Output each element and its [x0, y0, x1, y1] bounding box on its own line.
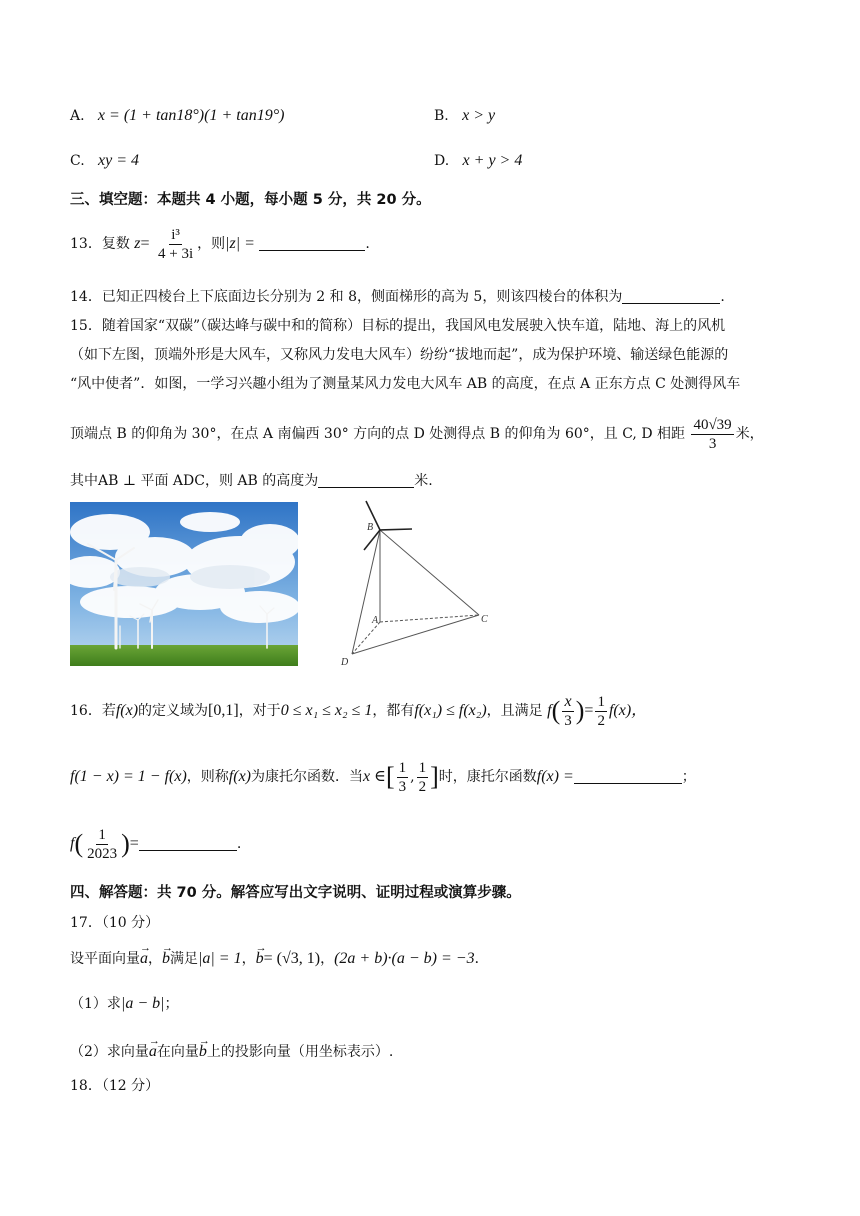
q17-p2-vector-a: → a — [149, 1040, 157, 1064]
q15-line-5 — [70, 471, 433, 491]
q13-numerator: i³ — [171, 226, 180, 243]
option-a-expr: x = (1 + tan18°)(1 + tan19°) — [97, 107, 285, 124]
q16-paren-close: ) — [575, 696, 585, 725]
question-14 — [70, 287, 725, 307]
q16-condition: 0 ≤ x₁ ≤ x₂ ≤ 1 — [280, 702, 373, 719]
q16-f-right: f(x)， — [608, 702, 648, 719]
q15-line-2: （如下左图，顶端外形是大风车，又称风力发电大风车）纷纷“拔地而起”，成为保护环境、输送绿色能源的 — [70, 347, 729, 363]
q13-text: 复数 — [101, 236, 130, 252]
label-d: D — [341, 657, 349, 668]
q16-line-3 — [70, 822, 241, 866]
q16-fx: f(x) — [115, 702, 139, 719]
q16-third-num: 1 — [398, 759, 407, 776]
q16-text-h: 时，康托尔函数 — [438, 769, 537, 785]
q17-comma: ， — [148, 951, 162, 967]
q16-2023-num: 1 — [98, 826, 106, 843]
q17-part-2 — [70, 1040, 393, 1064]
q15-line5b: AB ⊥ 平面 ADC，则 AB 的高度为 — [98, 473, 319, 489]
option-d — [434, 151, 522, 171]
q17-part-1 — [70, 992, 179, 1016]
q17-p2-c: 上的投影向量（用坐标表示）. — [206, 1044, 394, 1060]
option-c-expr: xy = 4 — [98, 152, 140, 169]
q16-text-d: ，都有 — [372, 703, 415, 719]
q16-line-1 — [70, 690, 647, 732]
option-d-label: D. — [434, 153, 450, 169]
q13-answer-blank[interactable] — [259, 234, 365, 251]
q16-eq-3: = — [129, 835, 139, 852]
q16-text-c: ，对于 — [238, 703, 281, 719]
q13-eq: = — [140, 235, 150, 252]
q16-fx-2: f(x) — [228, 768, 251, 785]
q16-end: . — [236, 836, 242, 852]
q15-line-4 — [70, 414, 764, 454]
q17-vector-b-2: → b — [256, 947, 264, 971]
q17-comma-2: ， — [241, 951, 256, 967]
q16-2023-den: 2023 — [87, 845, 118, 862]
q16-domain: [0,1] — [208, 702, 239, 719]
q16-semicolon: ； — [681, 769, 696, 785]
label-b: B — [367, 522, 374, 533]
q16-third — [397, 759, 409, 796]
option-b-expr: x > y — [462, 107, 496, 124]
q17-p2-b: 在向量 — [156, 1044, 199, 1060]
q16-symmetry: f(1 − x) = 1 − f(x) — [70, 768, 187, 785]
q17-text-a: 设平面向量 — [70, 951, 140, 967]
q16-text-b: 的定义域为 — [138, 703, 209, 719]
option-a-label: A. — [70, 108, 85, 124]
q16-half2-num: 1 — [418, 759, 427, 776]
section-4-heading: 四、解答题：共 70 分。解答应写出文字说明、证明过程或演算步骤。 — [70, 885, 521, 901]
q13-number: 13． — [70, 236, 102, 252]
q17-vector-b: → b — [162, 947, 170, 971]
q16-paren3-close: ) — [121, 829, 130, 858]
q16-line-2: f(1 − x) = 1 − f(x)，则称f(x)为康托尔函数．当x ∈[ $\frac{1}{3}$ , $\frac{1}{2}$ ]时，康托尔函数f(x) = ； — [70, 759, 696, 795]
q15-line-1: 15．随着国家“双碳”（碳达峰与碳中和的简称）目标的提出，我国风电发展驶入快车道，陆地、海上的风机 — [70, 318, 726, 334]
q17-dot-product: (2a + b)·(a − b) = −3 — [334, 950, 475, 967]
q17-p1-end: ； — [164, 996, 179, 1012]
q16-half-den: 2 — [597, 712, 605, 729]
q13-abs: |z| = — [225, 235, 255, 252]
q15-unit: 米， — [735, 426, 764, 442]
q16-x: x — [564, 692, 572, 710]
q13-z: z — [134, 235, 141, 252]
q17-p1-expr: |a − b| — [120, 995, 165, 1012]
label-c: C — [481, 614, 488, 625]
q13-text2: ，则 — [197, 236, 226, 252]
q17-abs-a: |a| = 1 — [198, 950, 242, 967]
q17-p1-label: （1）求 — [70, 996, 121, 1012]
wind-turbine-photo — [70, 502, 298, 666]
q13-end: . — [365, 236, 370, 252]
q16-f-3: f — [70, 835, 75, 852]
q13-denominator: 4 + 3i — [158, 245, 194, 262]
q16-text-g: 为康托尔函数．当 — [251, 769, 363, 785]
q16-paren-open: ( — [551, 696, 561, 725]
q16-fx-eq: f(x) = — [536, 768, 574, 785]
q13-fraction — [156, 226, 195, 263]
q16-one-over-2023 — [85, 826, 119, 863]
q16-paren3-open: ( — [74, 829, 84, 858]
option-c-label: C. — [70, 153, 85, 169]
q17-p2-a: （2）求向量 — [70, 1044, 149, 1060]
section-3-heading: 三、填空题：本题共 4 小题，每小题 5 分，共 20 分。 — [70, 192, 431, 208]
option-c — [70, 151, 139, 171]
q16-x-over-3 — [562, 693, 574, 730]
q16-half-num: 1 — [597, 693, 605, 710]
q18-header: 18．（12 分） — [70, 1078, 160, 1094]
q16-x-in: x ∈ — [363, 768, 386, 785]
q16-half2-den: 2 — [418, 778, 427, 795]
q16-half-2 — [417, 759, 429, 796]
q15-line-3: “风中使者”．如图，一学习兴趣小组为了测量某风力发电大风车 AB 的高度，在点 A 正东方点 C 处测得风车 — [70, 376, 741, 392]
q16-three: 3 — [564, 712, 572, 729]
q16-inequality: f(x₁) ≤ f(x₂) — [414, 702, 487, 719]
segment-ac — [380, 615, 479, 622]
q17-vector-a: → a — [140, 947, 148, 971]
q15-frac-den: 3 — [708, 435, 717, 452]
q17-statement — [70, 947, 489, 971]
option-b — [434, 106, 495, 126]
q16-text-a: 16．若 — [70, 703, 116, 719]
q17-p2-vector-b: → b — [199, 1040, 207, 1064]
q17-end: ． — [474, 951, 489, 967]
q17-b-eq: = (√3, 1) — [263, 950, 321, 967]
q15-frac-num: 40√39 — [693, 416, 732, 433]
q16-third-den: 3 — [398, 778, 407, 795]
q15-line5a: 其中 — [70, 473, 98, 489]
q14-text: 14．已知正四棱台上下底面边长分别为 2 和 8，侧面梯形的高为 5，则该四棱台的体积为 — [70, 289, 623, 305]
q16-answer-blank-2[interactable] — [139, 834, 237, 851]
q17-comma-3: ， — [320, 951, 335, 967]
segment-bc — [380, 530, 479, 615]
q17-text-b: 满足 — [170, 951, 198, 967]
q16-bracket-open: [ — [385, 762, 395, 791]
q15-line4-text: 顶端点 B 的仰角为 30°，在点 A 南偏西 30° 方向的点 D 处测得点 B 的仰角为 60°，且 C, D 相距 — [70, 426, 685, 442]
q16-bracket-close: ] — [430, 762, 439, 791]
option-a — [70, 106, 284, 126]
q17-header: 17．（10 分） — [70, 915, 160, 931]
q14-answer-blank[interactable] — [622, 287, 720, 304]
option-b-label: B. — [434, 108, 449, 124]
q15-distance-fraction — [691, 416, 733, 453]
geometry-diagram — [336, 496, 496, 672]
question-13 — [70, 224, 370, 264]
q15-answer-blank[interactable] — [318, 471, 414, 488]
q16-f-left: f — [547, 702, 552, 719]
q16-text-f: ，则称 — [186, 769, 229, 785]
q16-text-e: ，且满足 — [486, 703, 543, 719]
q16-eq: = — [584, 702, 594, 719]
label-a: A — [372, 615, 379, 626]
option-d-expr: x + y > 4 — [462, 152, 523, 169]
q16-half — [595, 693, 607, 730]
q16-answer-blank-1[interactable] — [574, 767, 682, 784]
q14-end: . — [720, 289, 725, 305]
q15-line5c: 米. — [414, 473, 433, 489]
